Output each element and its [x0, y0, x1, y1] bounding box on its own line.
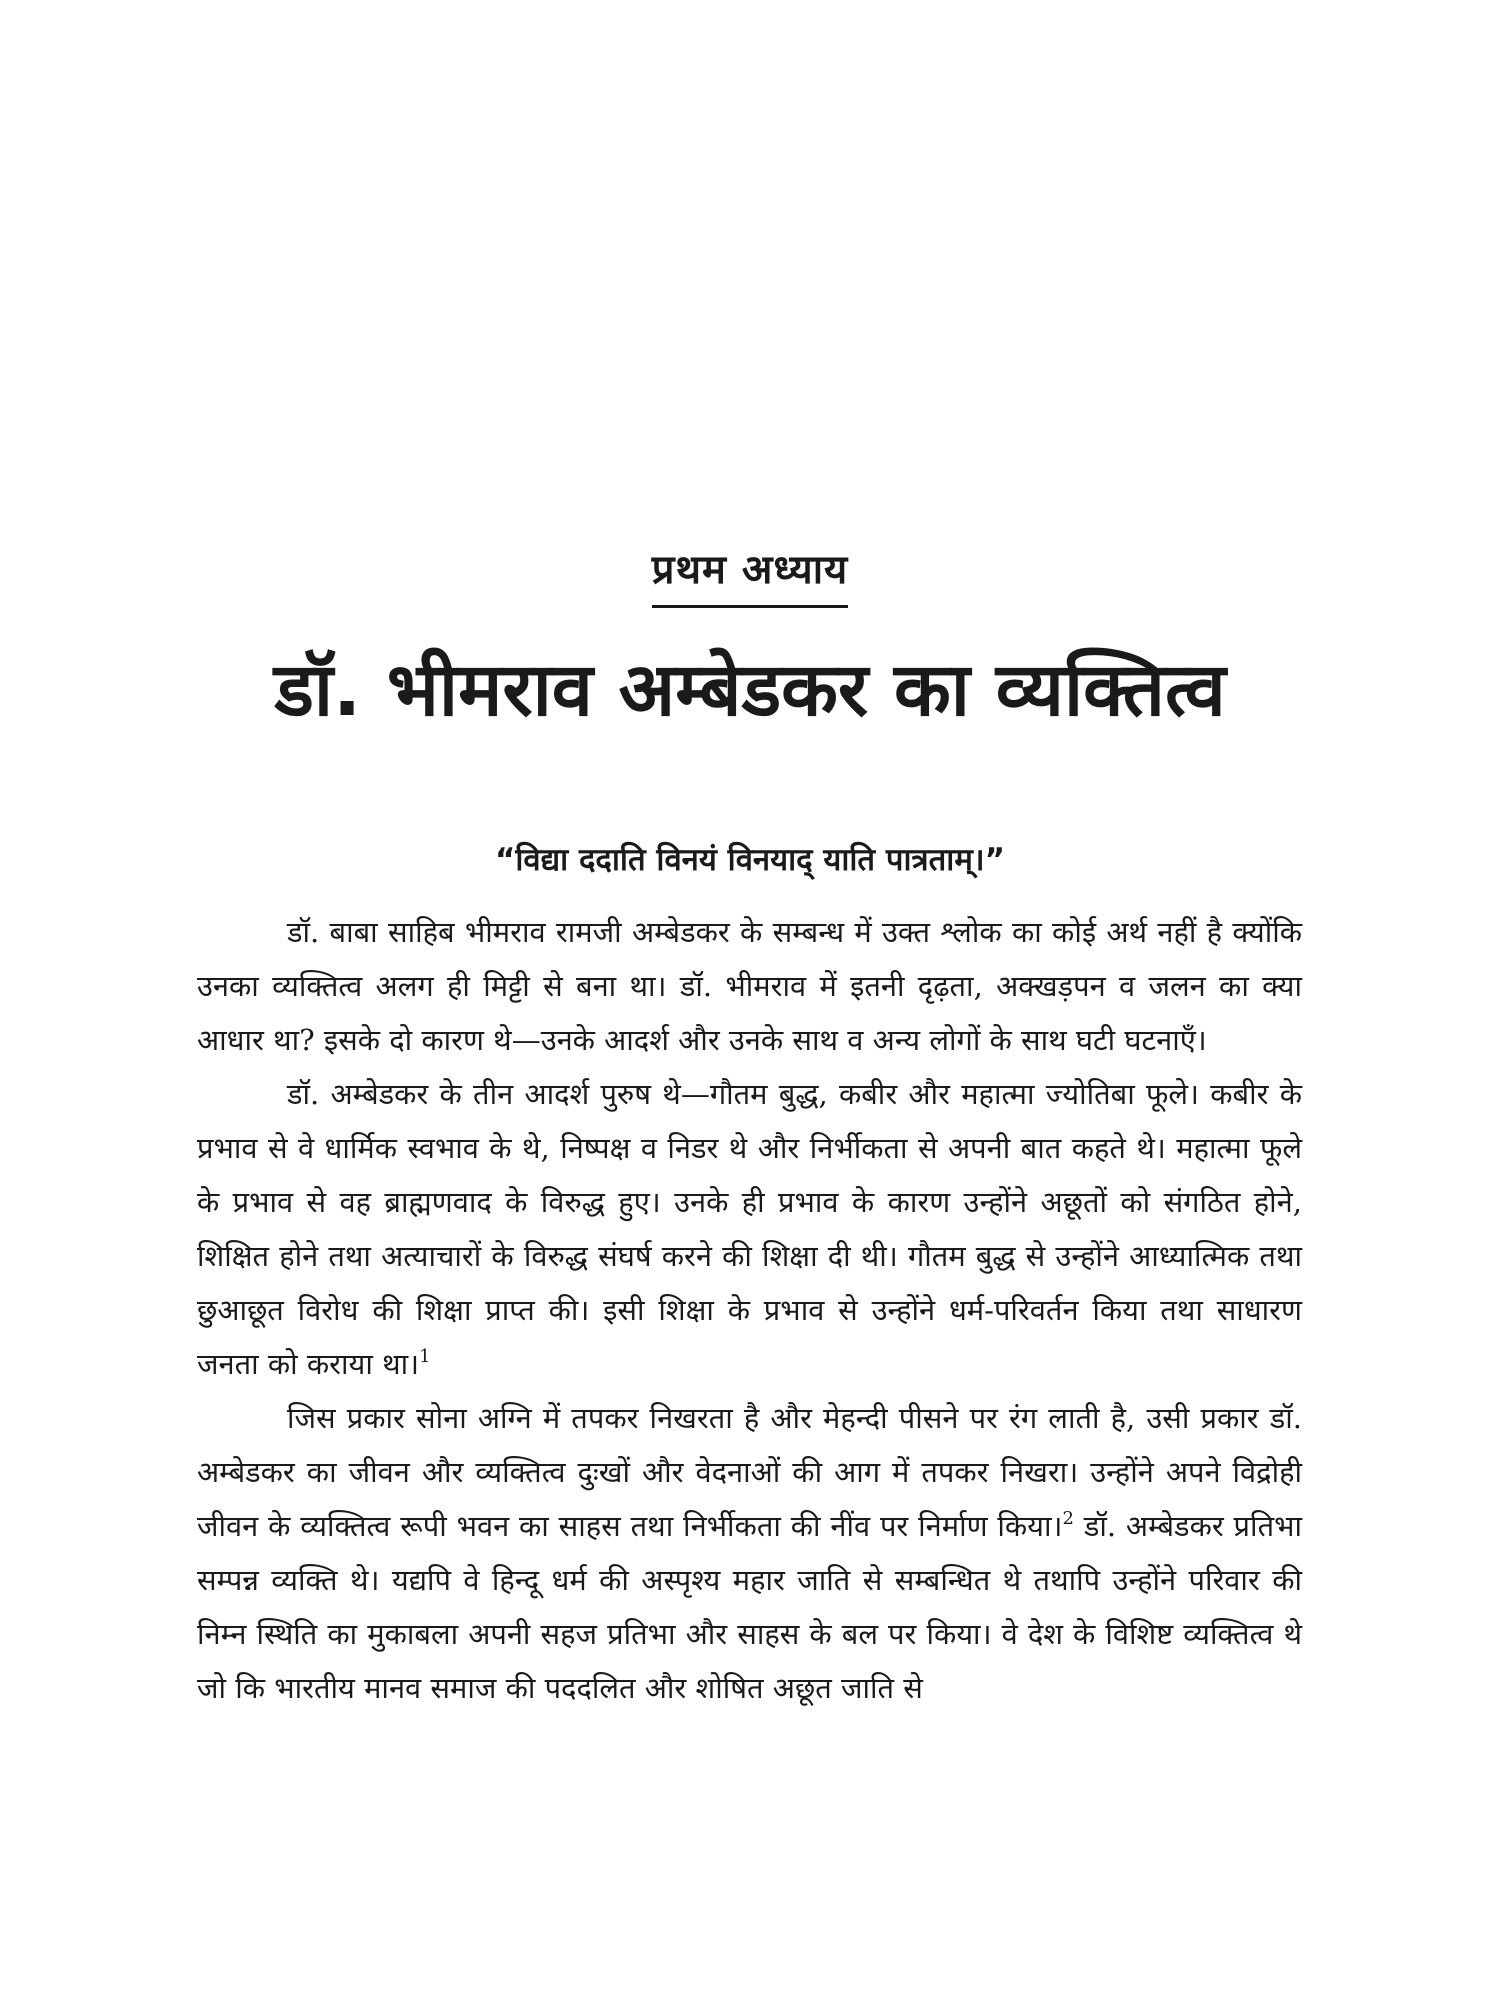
paragraph-1-text: डॉ. बाबा साहिब भीमराव रामजी अम्बेडकर के सम्बन्ध में उक्त श्लोक का कोई अर्थ नहीं है क्योंकि उनका व्यक्तित्व अलग ही मिट्टी से बना था। डॉ. भीमराव में इतनी दृढ़ता, अक्खड़पन व जलन का क्या आधार था? इसके दो कारण थे—उनके आदर्श और उनके साथ व अन्य लोगों के साथ घटी घटनाएँ। — [197, 915, 1302, 1057]
footnote-ref-2: 2 — [1062, 1508, 1074, 1529]
paragraph-3 — [197, 1391, 1302, 1715]
chapter-body — [197, 905, 1302, 1715]
paragraph-3-text-a: जिस प्रकार सोना अग्नि में तपकर निखरता है और मेहन्दी पीसने पर रंग लाती है, उसी प्रकार डॉ. अम्बेडकर का जीवन और व्यक्तित्व दुःखों और वेदनाओं की आग में तपकर निखरा। उन्होंने अपने विद्रोही जीवन के व्यक्तित्व रूपी भवन का साहस तथा निर्भीकता की नींव पर निर्माण किया। — [197, 1401, 1302, 1543]
paragraph-2-text: डॉ. अम्बेडकर के तीन आदर्श पुरुष थे—गौतम बुद्ध, कबीर और महात्मा ज्योतिबा फूले। कबीर के प्रभाव से वे धार्मिक स्वभाव के थे, निष्पक्ष व निडर थे और निर्भीकता से अपनी बात कहते थे। महात्मा फूले के प्रभाव से वह ब्राह्मणवाद के विरुद्ध हुए। उनके ही प्रभाव के कारण उन्होंने अछूतों को संगठित होने, शिक्षित होने तथा अत्याचारों के विरुद्ध संघर्ष करने की शिक्षा दी थी। गौतम बुद्ध से उन्होंने आध्यात्मिक तथा छुआछूत विरोध की शिक्षा प्राप्त की। इसी शिक्षा के प्रभाव से उन्होंने धर्म-परिवर्तन किया तथा साधारण जनता को कराया था। — [197, 1077, 1302, 1381]
paragraph-3-text-b: डॉ. अम्बेडकर प्रतिभा सम्पन्न व्यक्ति थे। यद्यपि वे हिन्दू धर्म की अस्पृश्य महार जाति से सम्बन्धित थे तथापि उन्होंने परिवार की निम्न स्थिति का मुकाबला अपनी सहज प्रतिभा और साहस के बल पर किया। वे देश के विशिष्ट व्यक्तित्व थे जो कि भारतीय मानव समाज की पददलित और शोषित अछूत जाति से — [197, 1509, 1302, 1705]
chapter-title: डॉ. भीमराव अम्बेडकर का व्यक्तित्व — [274, 647, 1226, 733]
chapter-label: प्रथम अध्याय — [652, 540, 849, 608]
footnote-ref-1: 1 — [419, 1346, 431, 1367]
paragraph-2 — [197, 1067, 1302, 1391]
epigraph-shloka: “विद्या ददाति विनयं विनयाद् याति पात्रताम्।” — [494, 842, 1006, 878]
paragraph-1 — [197, 905, 1302, 1067]
chapter-label-container — [0, 540, 1500, 608]
